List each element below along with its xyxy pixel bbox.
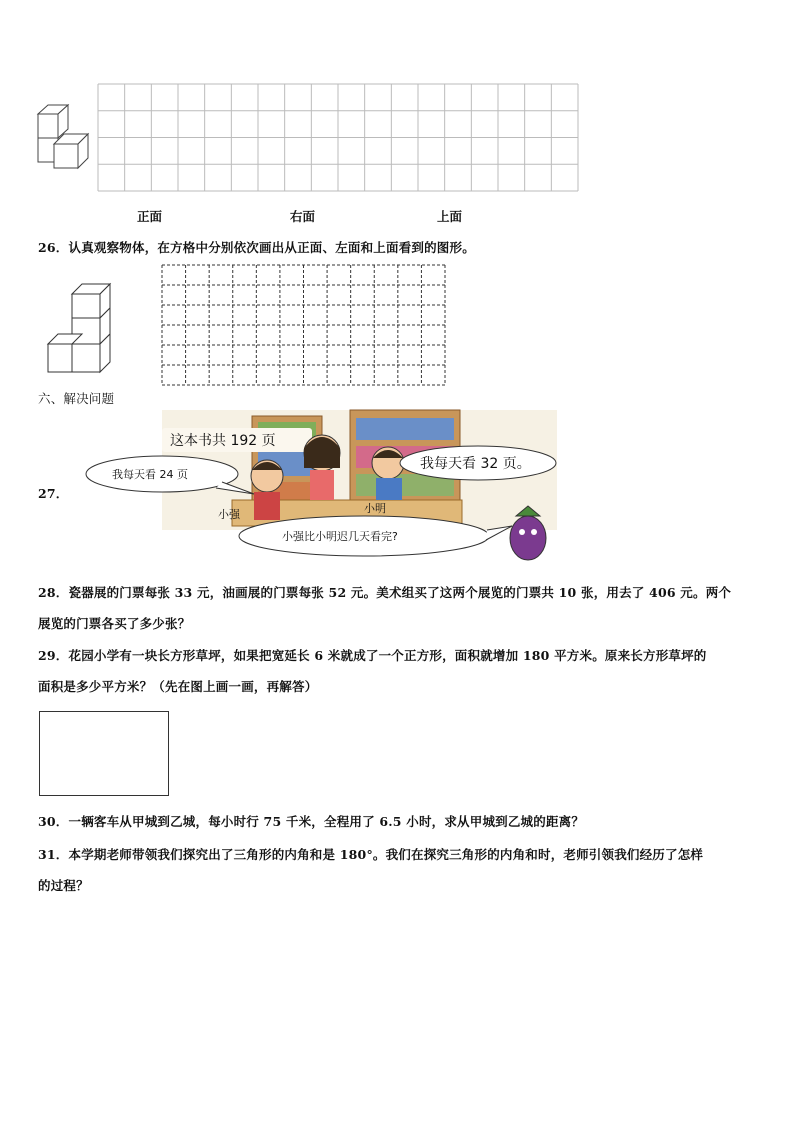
banner-text: 这本书共 192 页 <box>170 433 276 449</box>
question-29-line2: 面积是多少平方米？（先在图上画一画，再解答） <box>38 679 318 694</box>
boy-right-figure <box>372 447 404 500</box>
question-28-line1: 28．瓷器展的门票每张 33 元，油画展的门票每张 52 元。美术组买了这两个展览的门票共 10 张，用去了 406 元。两个 <box>38 585 732 600</box>
name-xiaoming: 小明 <box>364 502 386 515</box>
name-xiaoqiang: 小强 <box>218 508 240 521</box>
view-label-front: 正面 <box>137 209 163 224</box>
drawing-grid-q26[interactable] <box>162 265 446 386</box>
rectangle-diagram-q29[interactable] <box>39 711 169 796</box>
question-28-line2: 展览的门票各买了多少张？ <box>38 616 191 631</box>
bubble-question-text: 小强比小明迟几天看完? <box>282 530 398 543</box>
question-31-line1: 31．本学期老师带领我们探究出了三角形的内角和是 180°。我们在探究三角形的内角和时，老师引领我们经历了怎样 <box>38 847 704 862</box>
bubble-left-text: 我每天看 24 页 <box>112 468 188 481</box>
drawing-grid-q25[interactable] <box>98 84 579 192</box>
view-label-right: 右面 <box>290 209 316 224</box>
question-30: 30．一辆客车从甲城到乙城，每小时行 75 千米，全程用了 6.5 小时，求从甲城到乙城的距离？ <box>38 814 585 829</box>
question-27-number: 27． <box>38 486 69 501</box>
view-label-top: 上面 <box>437 209 463 224</box>
question-29-line1: 29．花园小学有一块长方形草坪，如果把宽延长 6 米就成了一个正方形，面积就增加 180 平方米。原来长方形草坪的 <box>38 648 707 663</box>
question-26-text: 认真观察物体，在方格中分别依次画出从正面、左面和上面看到的图形。 <box>68 240 475 255</box>
question-26-number: 26． <box>38 240 69 255</box>
section-six-title: 六、解决问题 <box>38 391 115 406</box>
cube-stack-figure-q26 <box>44 282 116 376</box>
bubble-right-text: 我每天看 32 页。 <box>420 456 531 472</box>
question-26 <box>38 238 475 256</box>
illustration-q27 <box>82 408 560 563</box>
cube-figure-q25 <box>36 100 100 172</box>
question-31-line2: 的过程？ <box>38 878 89 893</box>
